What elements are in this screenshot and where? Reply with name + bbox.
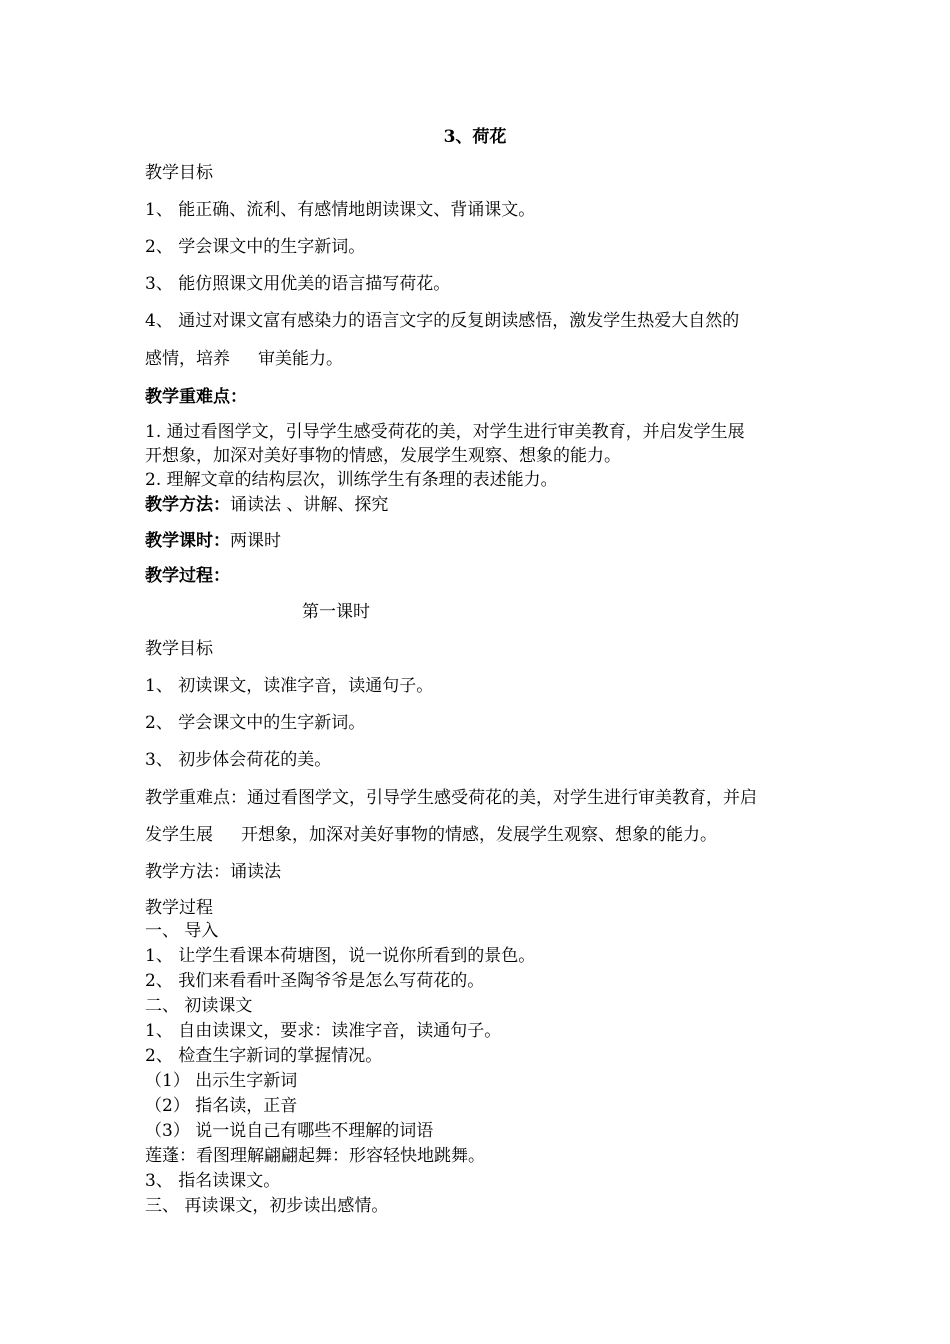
key-points-paragraph: 教学重难点：通过看图学文，引导学生感受荷花的美，对学生进行审美教育，并启 xyxy=(145,788,757,808)
text-fragment: 发学生展 xyxy=(145,825,213,845)
objective-item: 1、 能正确、流利、有感情地朗读课文、背诵课文。 xyxy=(145,200,536,220)
process-step: 二、 初读课文 xyxy=(145,996,253,1016)
key-point-item-continued: 开想象，加深对美好事物的情感，发展学生观察、想象的能力。 xyxy=(145,446,621,466)
teaching-methods xyxy=(145,494,388,516)
teaching-methods-line: 教学方法：诵读法 xyxy=(145,862,281,882)
process-step: 三、 再读课文，初步读出感情。 xyxy=(145,1196,389,1216)
process-note: 莲蓬：看图理解翩翩起舞：形容轻快地跳舞。 xyxy=(145,1146,485,1166)
objective-item: 4、 通过对课文富有感染力的语言文字的反复朗读感悟，激发学生热爱大自然的 xyxy=(145,311,740,331)
process-step: 3、 指名读课文。 xyxy=(145,1171,281,1191)
key-points-paragraph-continued xyxy=(145,824,717,846)
key-point-item: 2. 理解文章的结构层次，训练学生有条理的表述能力。 xyxy=(145,470,558,490)
process-substep: （3） 说一说自己有哪些不理解的词语 xyxy=(145,1121,434,1141)
process-step: 2、 我们来看看叶圣陶爷爷是怎么写荷花的。 xyxy=(145,971,485,991)
section-heading-process: 教学过程 xyxy=(145,898,213,918)
teaching-methods-value: 诵读法 、讲解、探究 xyxy=(230,495,389,515)
process-substep: （2） 指名读，正音 xyxy=(145,1096,298,1116)
process-step: 1、 自由读课文，要求：读准字音，读通句子。 xyxy=(145,1021,502,1041)
teaching-methods-label: 教学方法： xyxy=(145,495,230,515)
text-fragment: 感情，培养 xyxy=(145,349,230,369)
process-substep: （1） 出示生字新词 xyxy=(145,1071,298,1091)
objective-item: 2、 学会课文中的生字新词。 xyxy=(145,237,366,257)
lesson-heading: 第一课时 xyxy=(302,602,370,622)
objective-item: 2、 学会课文中的生字新词。 xyxy=(145,713,366,733)
key-point-item: 1. 通过看图学文，引导学生感受荷花的美，对学生进行审美教育，并启发学生展 xyxy=(145,422,745,442)
document-title: 3、荷花 xyxy=(443,127,507,147)
text-fragment: 审美能力。 xyxy=(258,349,343,369)
process-step: 2、 检查生字新词的掌握情况。 xyxy=(145,1046,383,1066)
objective-item: 1、 初读课文，读准字音，读通句子。 xyxy=(145,676,434,696)
process-step: 一、 导入 xyxy=(145,921,219,941)
objective-item-continued xyxy=(145,348,343,370)
objective-item: 3、 能仿照课文用优美的语言描写荷花。 xyxy=(145,274,451,294)
text-fragment: 开想象，加深对美好事物的情感，发展学生观察、想象的能力。 xyxy=(241,825,717,845)
objective-item: 3、 初步体会荷花的美。 xyxy=(145,750,332,770)
section-heading-objectives: 教学目标 xyxy=(145,639,213,659)
teaching-hours xyxy=(145,530,281,552)
process-step: 1、 让学生看课本荷塘图，说一说你所看到的景色。 xyxy=(145,946,536,966)
teaching-hours-label: 教学课时： xyxy=(145,531,230,551)
section-heading-objectives: 教学目标 xyxy=(145,163,213,183)
section-heading-key-points: 教学重难点： xyxy=(145,387,247,407)
section-heading-process: 教学过程： xyxy=(145,566,230,586)
teaching-hours-value: 两课时 xyxy=(230,531,281,551)
